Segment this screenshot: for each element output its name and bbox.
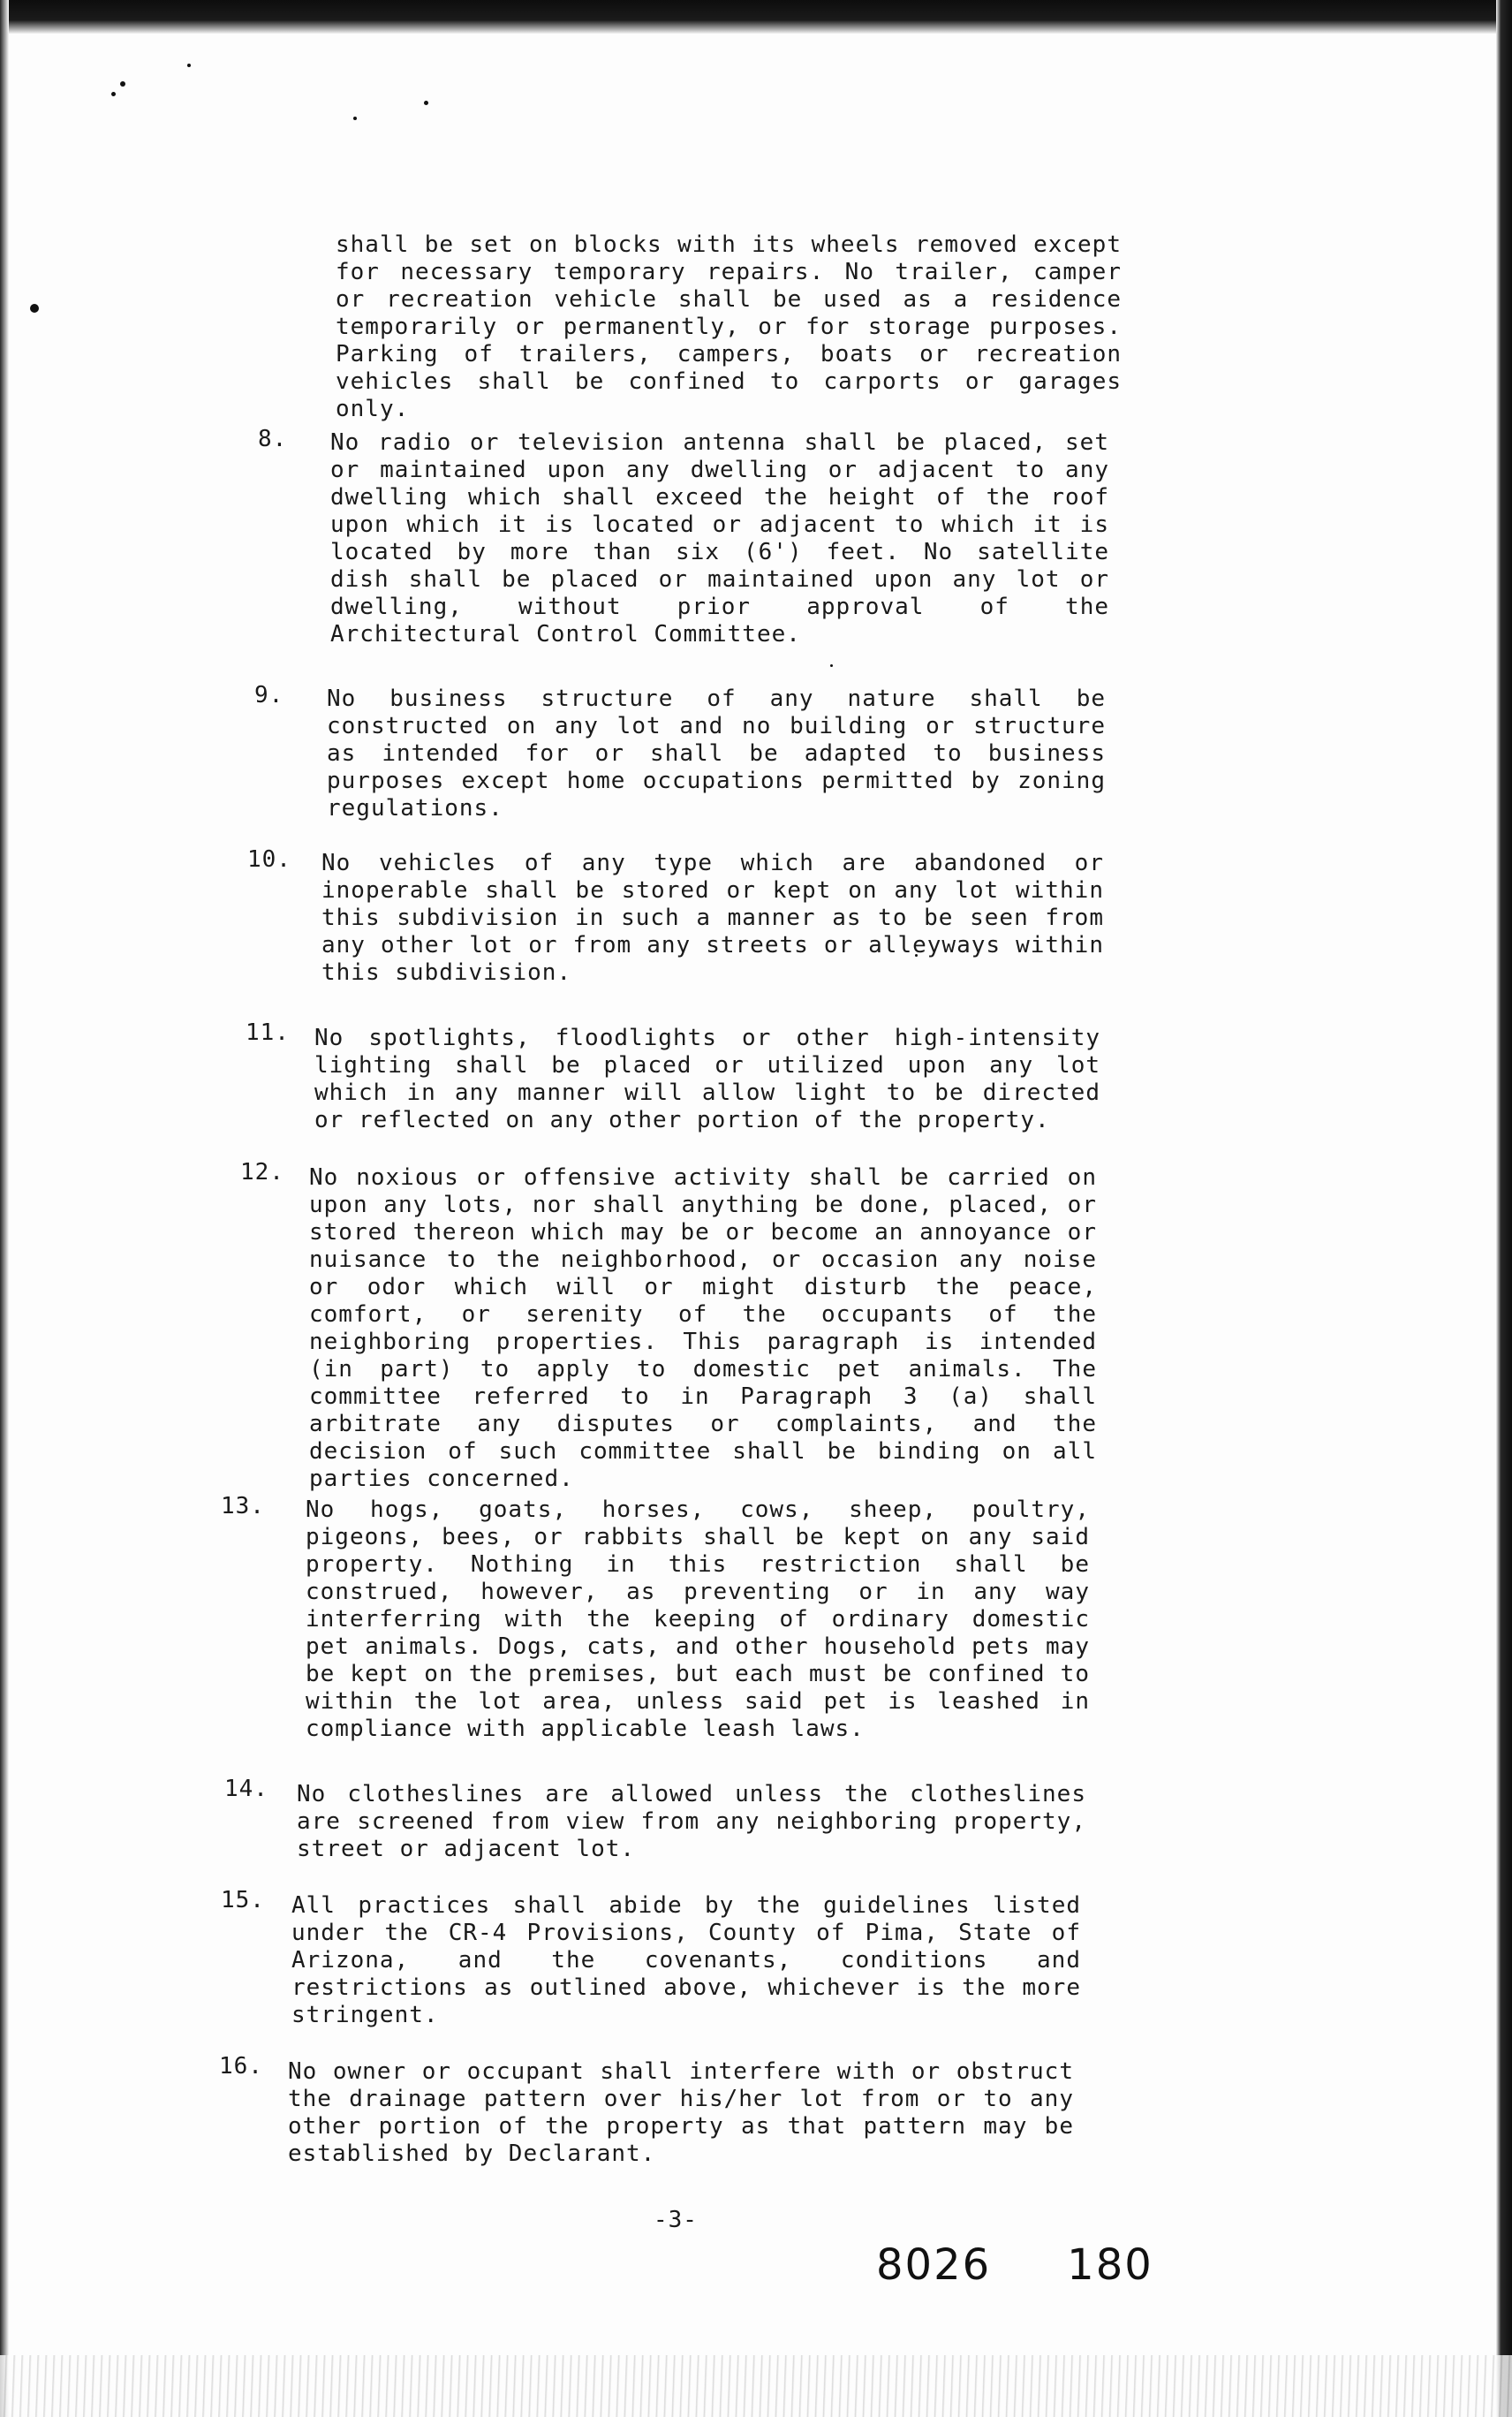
paragraph-15-text: All practices shall abide by the guidelines listed under the CR-4 Provisions, County of Pima, State of Arizona, and the covenants, conditions and restrictions as outlined above, whichever is the more stringent.	[291, 1892, 1081, 2028]
paragraph-14-text: No clotheslines are allowed unless the clotheslines are screened from view from any neighboring property, street or adjacent lot.	[297, 1781, 1086, 1862]
paragraph-number-11: 11.	[246, 1019, 290, 1046]
recording-stamp	[876, 2240, 1153, 2290]
paragraph-number-15: 15.	[221, 1887, 265, 1913]
paragraph-8-text: No radio or television antenna shall be placed, set or maintained upon any dwelling or adjacent to any dwelling which shall exceed the height of the roof upon which it is located or adjacent to which it is located by more than six (6') feet. No satellite dish shall be placed or maintained upon any lot or dwelling, without prior approval of the Architectural Control Committee.	[330, 429, 1109, 648]
intro-paragraph: shall be set on blocks with its wheels removed except for necessary temporary repairs. No trailer, camper or recreation vehicle shall be used as a residence temporarily or permanently, or for storage purposes. Parking of trailers, campers, boats or recreation vehicles shall be confined to carports or garages only.	[336, 231, 1122, 422]
paragraph-number-9: 9.	[254, 682, 284, 708]
paragraph-number-14: 14.	[224, 1776, 268, 1802]
paragraph-16-text: No owner or occupant shall interfere with or obstruct the drainage pattern over his/her lot from or to any other portion of the property as that pattern may be established by Declarant.	[288, 2058, 1074, 2167]
page-number: -3-	[654, 2207, 698, 2233]
paragraph-number-16: 16.	[219, 2053, 263, 2080]
paragraph-number-8: 8.	[258, 426, 288, 452]
paragraph-number-10: 10.	[247, 846, 291, 873]
stamp-book-number: 8026	[876, 2240, 992, 2290]
paragraph-11-text: No spotlights, floodlights or other high-intensity lighting shall be placed or utilized upon any lot which in any manner will allow light to be directed or reflected on any other portion of the property.	[314, 1025, 1100, 1133]
paragraph-13-text: No hogs, goats, horses, cows, sheep, poultry, pigeons, bees, or rabbits shall be kept on any said property. Nothing in this restriction shall be construed, however, as preventing or in any way interferring with the keeping of ordinary domestic pet animals. Dogs, cats, and other household pets may be kept on the premises, but each must be confined to within the lot area, unless said pet is leashed in compliance with applicable leash laws.	[306, 1496, 1090, 1742]
paragraph-9-text: No business structure of any nature shall be constructed on any lot and no building or structure as intended for or shall be adapted to business purposes except home occupations permitted by zoning regulations.	[327, 686, 1106, 822]
paragraph-number-13: 13.	[221, 1493, 265, 1519]
paragraph-12-text: No noxious or offensive activity shall be carried on upon any lots, nor shall anything be done, placed, or stored thereon which may be or become an annoyance or nuisance to the neighborhood, or occasion any noise or odor which will or might disturb the peace, comfort, or serenity of the occupants of the neighboring properties. This paragraph is intended (in part) to apply to domestic pet animals. The committee referred to in Paragraph 3 (a) shall arbitrate any disputes or complaints, and the decision of such committee shall be binding on all parties concerned.	[309, 1164, 1097, 1492]
stamp-page-number: 180	[1067, 2240, 1153, 2290]
paragraph-10-text: No vehicles of any type which are abandoned or inoperable shall be stored or kept on any lot within this subdivision in such a manner as to be seen from any other lot or from any streets or alleyways within this subdivision.	[321, 850, 1104, 986]
paragraph-number-12: 12.	[240, 1159, 284, 1186]
